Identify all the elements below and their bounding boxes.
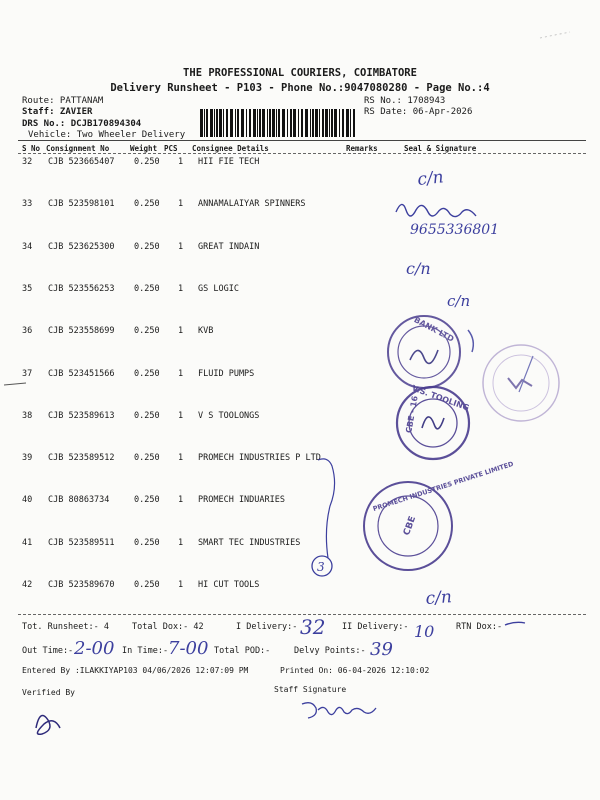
rtn-dash <box>504 620 528 628</box>
row-consignee: PROMECH INDUSTRIES P LTD <box>198 453 321 464</box>
row-pcs: 1 <box>178 199 184 210</box>
row-sno: 39 <box>22 453 33 464</box>
bank-stamp-text: BANK LTD <box>412 315 456 344</box>
handwritten-cn-42: c/n <box>424 587 453 609</box>
col-pcs: PCS <box>164 144 178 153</box>
row-weight: 0.250 <box>134 368 160 379</box>
row-consignment: CJB 523558699 <box>48 326 115 337</box>
row-pcs: 1 <box>178 326 184 337</box>
col-seal: Seal & Signature <box>404 144 477 153</box>
row-weight: 0.250 <box>134 580 160 590</box>
row-sno: 32 <box>22 157 33 167</box>
ii-delivery-label: II Delivery:- <box>342 622 409 632</box>
row-weight: 0.250 <box>134 495 160 506</box>
row-weight: 0.250 <box>134 537 160 548</box>
promech-stamp <box>364 460 515 570</box>
row-pcs: 1 <box>178 241 184 252</box>
circled-mark-text: 3 <box>317 560 325 574</box>
row-sno: 36 <box>22 326 33 337</box>
i-delivery-value: 32 <box>300 615 326 639</box>
vs-tooling-bottom: CBE - 16 <box>404 395 420 434</box>
row-weight: 0.250 <box>134 157 160 167</box>
row-consignment: CJB 523451566 <box>48 368 115 379</box>
row-consignee: HII FIE TECH <box>198 157 260 167</box>
entered-by: Entered By :ILAKKIYAP103 04/06/2026 12:07:09 PM <box>22 666 249 675</box>
row-sno: 38 <box>22 410 33 421</box>
row-sno: 41 <box>22 537 33 548</box>
faint-speck <box>540 32 570 38</box>
route: Route: PATTANAM <box>22 96 104 106</box>
row-weight: 0.250 <box>134 199 160 210</box>
delvy-points-value: 39 <box>370 639 393 660</box>
row-consignment: CJB 523589511 <box>48 537 115 548</box>
col-sno: S No <box>22 144 41 153</box>
ii-delivery-value: 10 <box>414 622 435 641</box>
row-pcs: 1 <box>178 157 184 167</box>
rs-date: RS Date: 06-Apr-2026 <box>364 107 473 117</box>
row-sno: 40 <box>22 495 33 506</box>
total-pod-label: Total POD:- <box>214 646 271 656</box>
row-consignment: CJB 523589512 <box>48 453 115 464</box>
row-consignee: GS LOGIC <box>198 283 239 294</box>
col-remarks: Remarks <box>346 144 378 153</box>
tot-runsheet: Tot. Runsheet:- 4 <box>22 622 109 632</box>
row-pcs: 1 <box>178 580 184 590</box>
col-consignment: Consignment No <box>46 144 110 153</box>
company-title: THE PROFESSIONAL COURIERS, COIMBATORE <box>183 67 417 79</box>
promech-ring-text: PROMECH INDUSTRIES PRIVATE LIMITED <box>371 459 515 514</box>
col-consignee: Consignee Details <box>192 144 269 153</box>
runsheet-subtitle: Delivery Runsheet - P103 - Phone No.:9047080280 - Page No.:4 <box>110 82 490 94</box>
total-dox: Total Dox:- 42 <box>132 622 204 632</box>
staff: Staff: ZAVIER <box>22 107 93 117</box>
row-weight: 0.250 <box>134 241 160 252</box>
row-consignment: CJB 80863734 <box>48 495 110 506</box>
row-consignment: CJB 523598101 <box>48 199 115 210</box>
staff-signature-label: Staff Signature <box>274 685 347 694</box>
row-consignment: CJB 523665407 <box>48 157 115 167</box>
row-consignee: HI CUT TOOLS <box>198 580 260 590</box>
handwritten-phone-33: 9655336801 <box>410 222 500 238</box>
row-consignee: V S TOOLONGS <box>198 410 260 421</box>
row-pcs: 1 <box>178 283 184 294</box>
vs-tooling-top: V.S. TOOLING <box>410 383 471 413</box>
row-sno: 42 <box>22 580 33 590</box>
bank-stamp <box>388 315 473 388</box>
row-sno: 34 <box>22 241 33 252</box>
delvy-points-label: Delvy Points:- <box>294 646 366 656</box>
i-delivery-label: I Delivery:- <box>236 622 298 632</box>
row-consignee: ANNAMALAIYAR SPINNERS <box>198 199 306 210</box>
handwritten-stroke <box>318 459 335 558</box>
row-weight: 0.250 <box>134 283 160 294</box>
row-consignee: KVB <box>198 326 214 337</box>
handwritten-cn-34: c/n <box>406 259 431 278</box>
row-sno: 37 <box>22 368 33 379</box>
row-weight: 0.250 <box>134 410 160 421</box>
drs-number: DRS No.: DCJB170894304 <box>22 119 142 129</box>
row-weight: 0.250 <box>134 326 160 337</box>
row-consignee: GREAT INDAIN <box>198 241 260 252</box>
row-pcs: 1 <box>178 453 184 464</box>
out-time-value: 2-00 <box>74 638 115 659</box>
col-weight: Weight <box>130 144 158 153</box>
in-time-label: In Time:- <box>122 646 169 656</box>
margin-mark <box>4 383 26 385</box>
vs-tooling-stamp <box>397 384 470 459</box>
row-consignment: CJB 523556253 <box>48 283 115 294</box>
row-weight: 0.250 <box>134 453 160 464</box>
row-consignee: FLUID PUMPS <box>198 368 255 379</box>
row-pcs: 1 <box>178 410 184 421</box>
rs-number: RS No.: 1708943 <box>364 96 446 106</box>
verifier-signature <box>28 704 68 738</box>
vehicle: Vehicle: Two Wheeler Delivery <box>28 130 186 140</box>
printed-on: Printed On: 06-04-2026 12:10:02 <box>280 666 430 675</box>
row-consignment: CJB 523589670 <box>48 580 115 590</box>
signature-33 <box>396 204 476 216</box>
row-consignment: CJB 523589613 <box>48 410 115 421</box>
row-pcs: 1 <box>178 537 184 548</box>
handwritten-cn-32: c/n <box>416 167 445 190</box>
out-time-label: Out Time:- <box>22 646 74 656</box>
in-time-value: 7-00 <box>168 638 209 659</box>
row-sno: 33 <box>22 199 33 210</box>
promech-center: CBE <box>402 514 419 537</box>
staff-signature <box>298 696 388 720</box>
row-pcs: 1 <box>178 368 184 379</box>
verified-by: Verified By <box>22 688 75 697</box>
row-sno: 35 <box>22 283 33 294</box>
row-consignee: PROMECH INDUARIES <box>198 495 285 506</box>
handwritten-cn-35: c/n <box>447 292 471 310</box>
rtn-dox-label: RTN Dox:- <box>456 622 503 632</box>
row-consignee: SMART TEC INDUSTRIES <box>198 537 301 548</box>
row-consignment: CJB 523625300 <box>48 241 115 252</box>
row-pcs: 1 <box>178 495 184 506</box>
faint-stamp <box>483 345 559 421</box>
